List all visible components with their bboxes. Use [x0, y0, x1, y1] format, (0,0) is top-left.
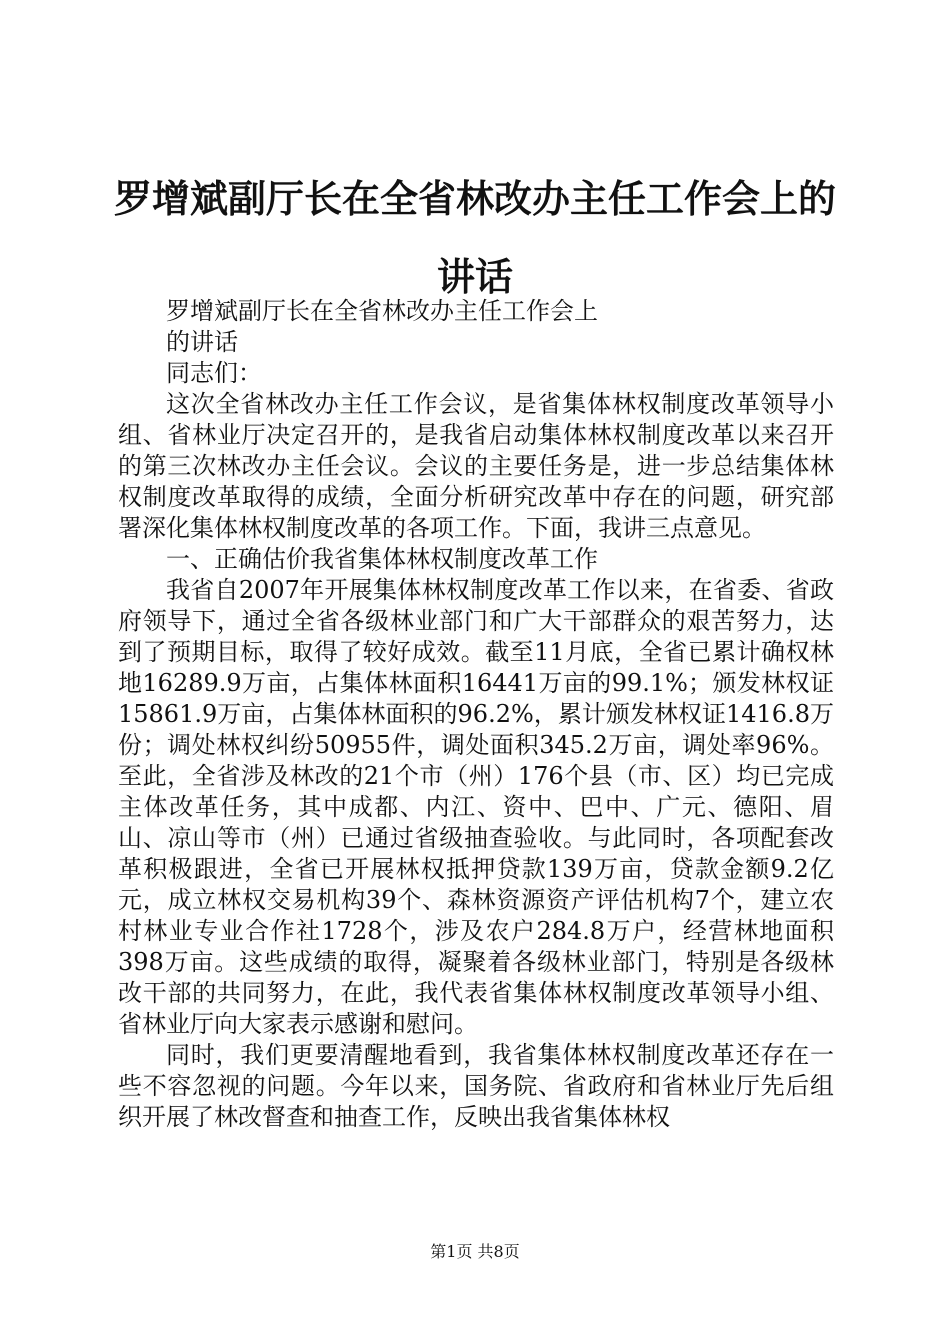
document-body [118, 296, 834, 1133]
section-heading-1: 一、正确估价我省集体林权制度改革工作 [166, 545, 598, 573]
document-title: 罗增斌副厅长在全省林改办主任工作会上的讲话 [113, 176, 836, 299]
paragraph-salutation: 同志们： [166, 359, 262, 387]
paragraph-intro: 这次全省林改办主任工作会议，是省集体林权制度改革领导小组、省林业厅决定召开的，是我省启动集体林权制度改革以来召开的第三次林改办主任会议。会议的主要任务是，进一步总结集体林权制度改革取得的成绩，全面分析研究改革中存在的问题，研究部署深化集体林权制度改革的各项工作。下面，我讲三点意见。 [118, 390, 834, 542]
paragraph-subtitle-line-1: 罗增斌副厅长在全省林改办主任工作会上 [166, 297, 598, 325]
paragraph-subtitle-line-2: 的讲话 [166, 328, 238, 356]
paragraph-achievements: 我省自2007年开展集体林权制度改革工作以来，在省委、省政府领导下，通过全省各级林业部门和广大干部群众的艰苦努力，达到了预期目标，取得了较好成效。截至11月底，全省已累计确权林地16289.9万亩，占集体林面积16441万亩的99.1%；颁发林权证15861.9万亩，占集体林面积的96.2%，累计颁发林权证1416.8万份；调处林权纠纷50955件，调处面积345.2万亩，调处率96%。至此，全省涉及林改的21个市（州）176个县（市、区）均已完成主体改革任务，其中成都、内江、资中、巴中、广元、德阳、眉山、凉山等市（州）已通过省级抽查验收。与此同时，各项配套改革积极跟进，全省已开展林权抵押贷款139万亩，贷款金额9.2亿元，成立林权交易机构39个、森林资源资产评估机构7个，建立农村林业专业合作社1728个，涉及农户284.8万户，经营林地面积398万亩。这些成绩的取得，凝聚着各级林业部门，特别是各级林改干部的共同努力，在此，我代表省集体林权制度改革领导小组、省林业厅向大家表示感谢和慰问。 [118, 576, 834, 1038]
page-footer: 第1页 共8页 [430, 1242, 520, 1261]
paragraph-problems: 同时，我们更要清醒地看到，我省集体林权制度改革还存在一些不容忽视的问题。今年以来，国务院、省政府和省林业厅先后组织开展了林改督查和抽查工作，反映出我省集体林权 [118, 1041, 834, 1131]
